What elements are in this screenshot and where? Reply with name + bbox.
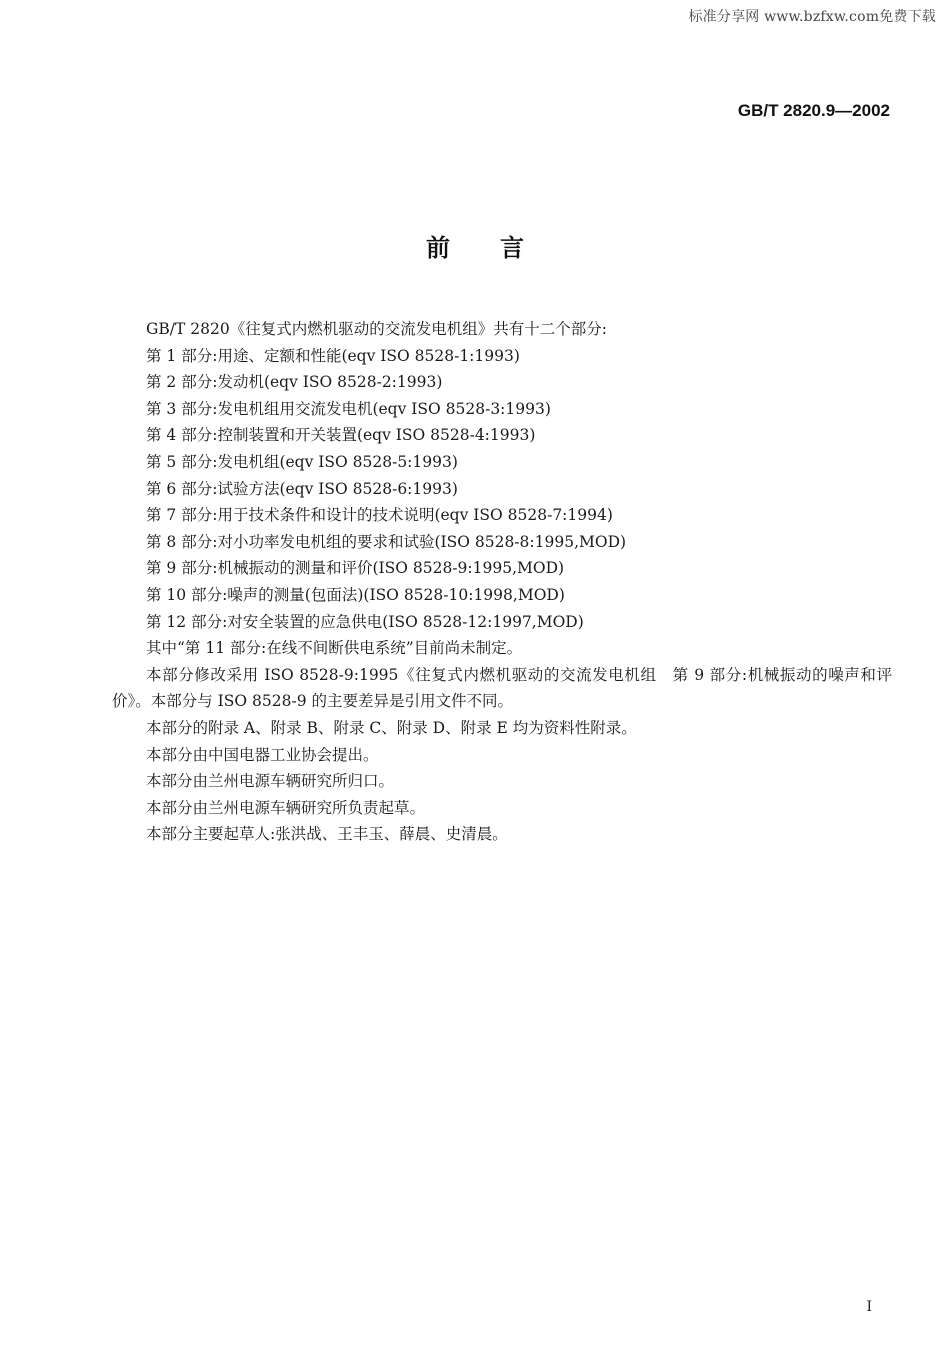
paragraph-drafted-by: 本部分由兰州电源车辆研究所负责起草。: [146, 798, 426, 817]
list-item-part-6: 第 6 部分:试验方法(eqv ISO 8528-6:1993): [146, 479, 458, 498]
list-item-part-7: 第 7 部分:用于技术条件和设计的技术说明(eqv ISO 8528-7:1994): [146, 506, 613, 525]
list-item-part-5: 第 5 部分:发电机组(eqv ISO 8528-5:1993): [146, 452, 458, 471]
list-item-part-9: 第 9 部分:机械振动的测量和评价(ISO 8528-9:1995,MOD): [146, 559, 565, 578]
list-item-part-8: 第 8 部分:对小功率发电机组的要求和试验(ISO 8528-8:1995,MOD): [146, 532, 627, 551]
page-number: I: [866, 1299, 872, 1315]
list-item-part-12: 第 12 部分:对安全装置的应急供电(ISO 8528-12:1997,MOD): [146, 612, 584, 631]
page-title: 前言: [426, 234, 574, 262]
paragraph-centralized-by: 本部分由兰州电源车辆研究所归口。: [146, 772, 395, 791]
list-item-part-4: 第 4 部分:控制装置和开关装置(eqv ISO 8528-4:1993): [146, 426, 536, 445]
foreword-body: [112, 316, 892, 848]
paragraph-intro: GB/T 2820《往复式内燃机驱动的交流发电机组》共有十二个部分:: [146, 320, 607, 338]
watermark-text: 标准分享网 www.bzfxw.com免费下载: [688, 9, 936, 25]
list-item-part-3: 第 3 部分:发电机组用交流发电机(eqv ISO 8528-3:1993): [146, 399, 551, 418]
list-item-part-1: 第 1 部分:用途、定额和性能(eqv ISO 8528-1:1993): [146, 346, 520, 365]
paragraph-adoption: 本部分修改采用 ISO 8528-9:1995《往复式内燃机驱动的交流发电机组 第 9 部分:机械振动的噪声和评价》。本部分与 ISO 8528-9 的主要差异是引用文件不同。: [112, 665, 892, 711]
paragraph-proposed-by: 本部分由中国电器工业协会提出。: [146, 745, 379, 764]
paragraph-annexes: 本部分的附录 A、附录 B、附录 C、附录 D、附录 E 均为资料性附录。: [146, 718, 637, 737]
paragraph-part-11-note: 其中“第 11 部分:在线不间断供电系统”目前尚未制定。: [146, 639, 523, 658]
list-item-part-2: 第 2 部分:发动机(eqv ISO 8528-2:1993): [146, 373, 443, 392]
paragraph-drafters: 本部分主要起草人:张洪战、王丰玉、薛晨、史清晨。: [146, 825, 508, 844]
list-item-part-10: 第 10 部分:噪声的测量(包面法)(ISO 8528-10:1998,MOD): [146, 585, 565, 604]
standard-number: GB/T 2820.9—2002: [737, 101, 890, 120]
